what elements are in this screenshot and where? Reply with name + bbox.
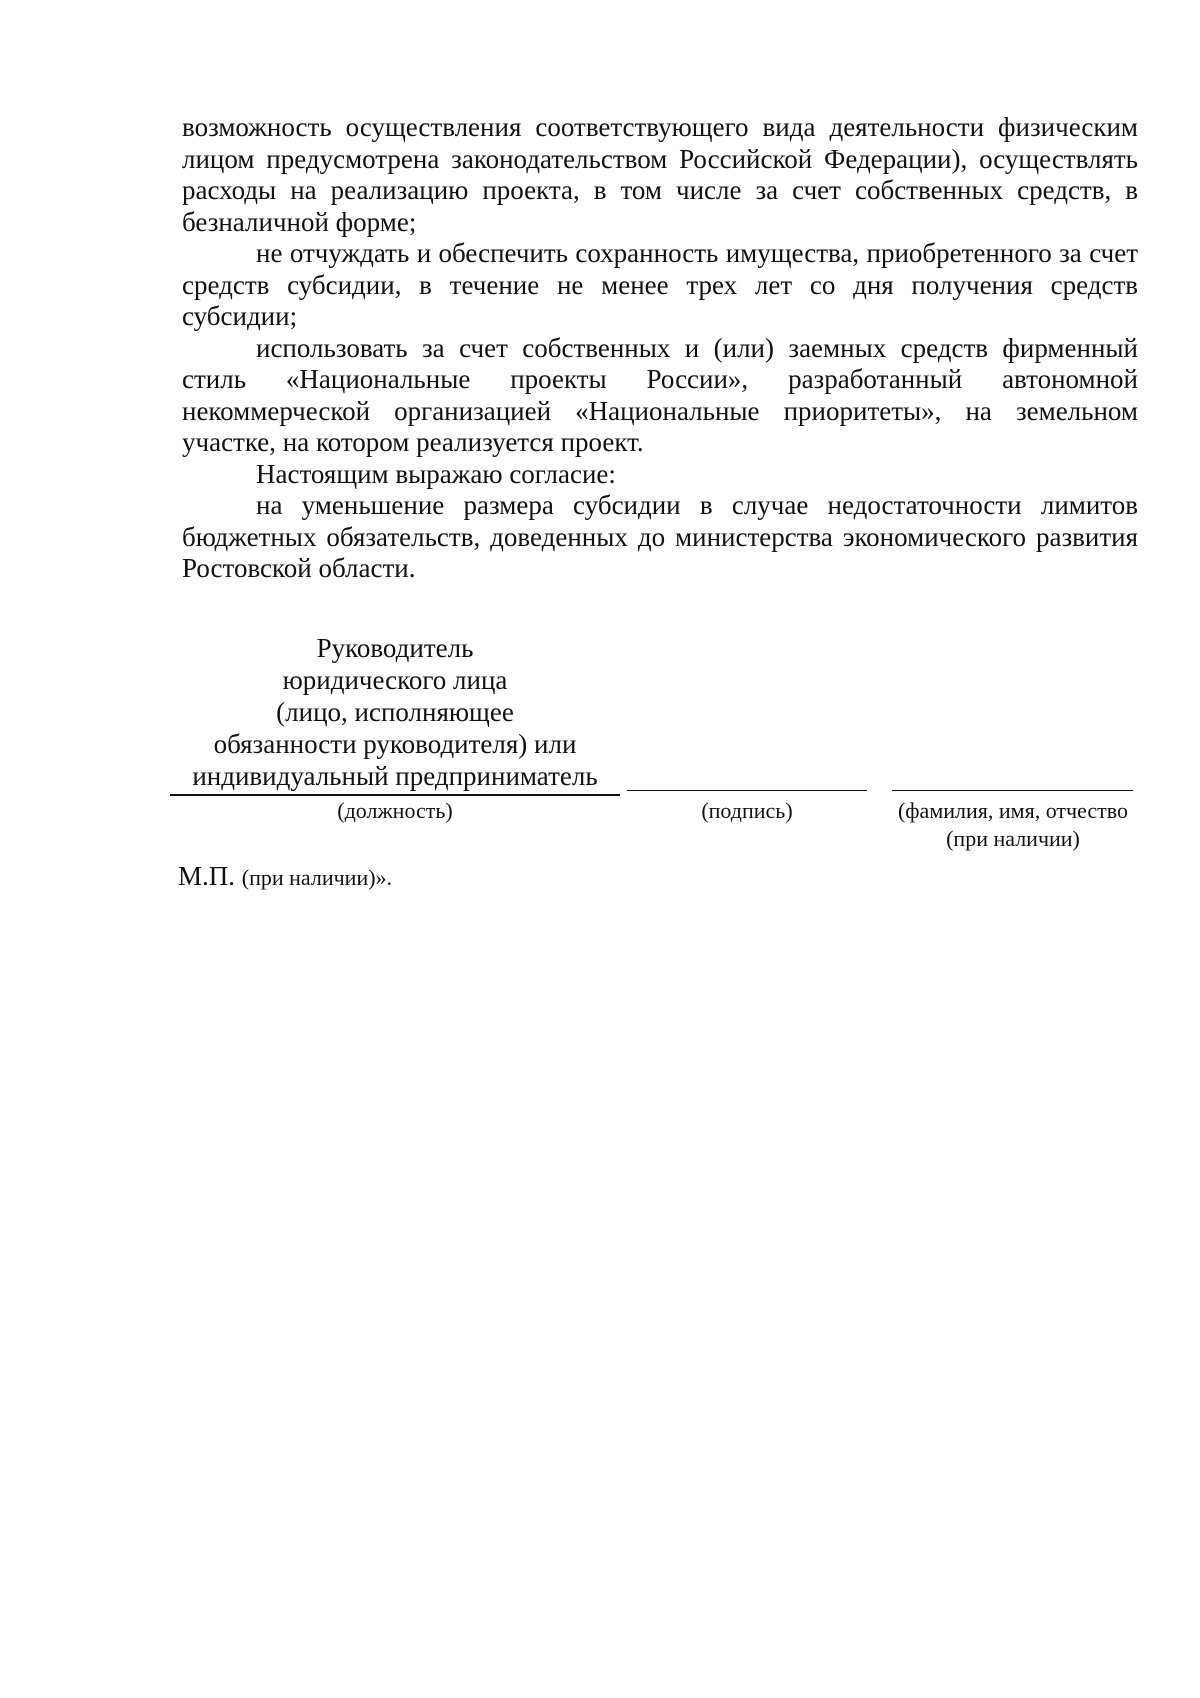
signature-line <box>627 790 867 791</box>
position-line: (лицо, исполняющее <box>276 697 514 727</box>
stamp-label: М.П. <box>178 861 236 891</box>
signature-caption: (подпись) <box>701 798 793 823</box>
full-name-caption <box>878 797 1148 853</box>
paragraph-brand-style: использовать за счет собственных и (или) заемных средств фирменный стиль «Национальные проекты России», разработанный автономной некоммерческой организацией «Национальные приоритеты», на земельном участке, на котором реализуется проект. <box>182 332 1138 457</box>
stamp-note <box>178 860 392 894</box>
position-line: индивидуальный предприниматель <box>192 761 598 791</box>
full-name-caption-line: (при наличии) <box>946 826 1080 851</box>
position-caption: (должность) <box>337 798 453 823</box>
full-name-caption-line: (фамилия, имя, отчество <box>897 798 1129 823</box>
position-line: обязанности руководителя) или <box>213 729 577 759</box>
paragraph-consent-intro: Настоящим выражаю согласие: <box>256 458 616 489</box>
position-title <box>170 632 620 796</box>
position-line: Руководитель <box>316 633 474 663</box>
stamp-optional-note: (при наличии)». <box>241 865 393 890</box>
paragraph-subsidy-reduction: на уменьшение размера субсидии в случае недостаточности лимитов бюджетных обязательств, доведенных до министерства экономического развития Ростовской области. <box>182 490 1138 583</box>
paragraph-property-preservation: не отчуждать и обеспечить сохранность имущества, приобретенного за счет средств субсидии, в течение не менее трех лет со дня получения средств субсидии; <box>182 238 1138 331</box>
stamp-separator <box>235 861 242 891</box>
paragraph-continuation: возможность осуществления соответствующего вида деятельности физическим лицом предусмотрена законодательством Российской Федерации), осуществлять расходы на реализацию проекта, в том числе за счет собственных средств, в безналичной форме; <box>182 112 1138 237</box>
position-line: юридического лица <box>282 665 508 695</box>
full-name-line <box>892 790 1133 791</box>
